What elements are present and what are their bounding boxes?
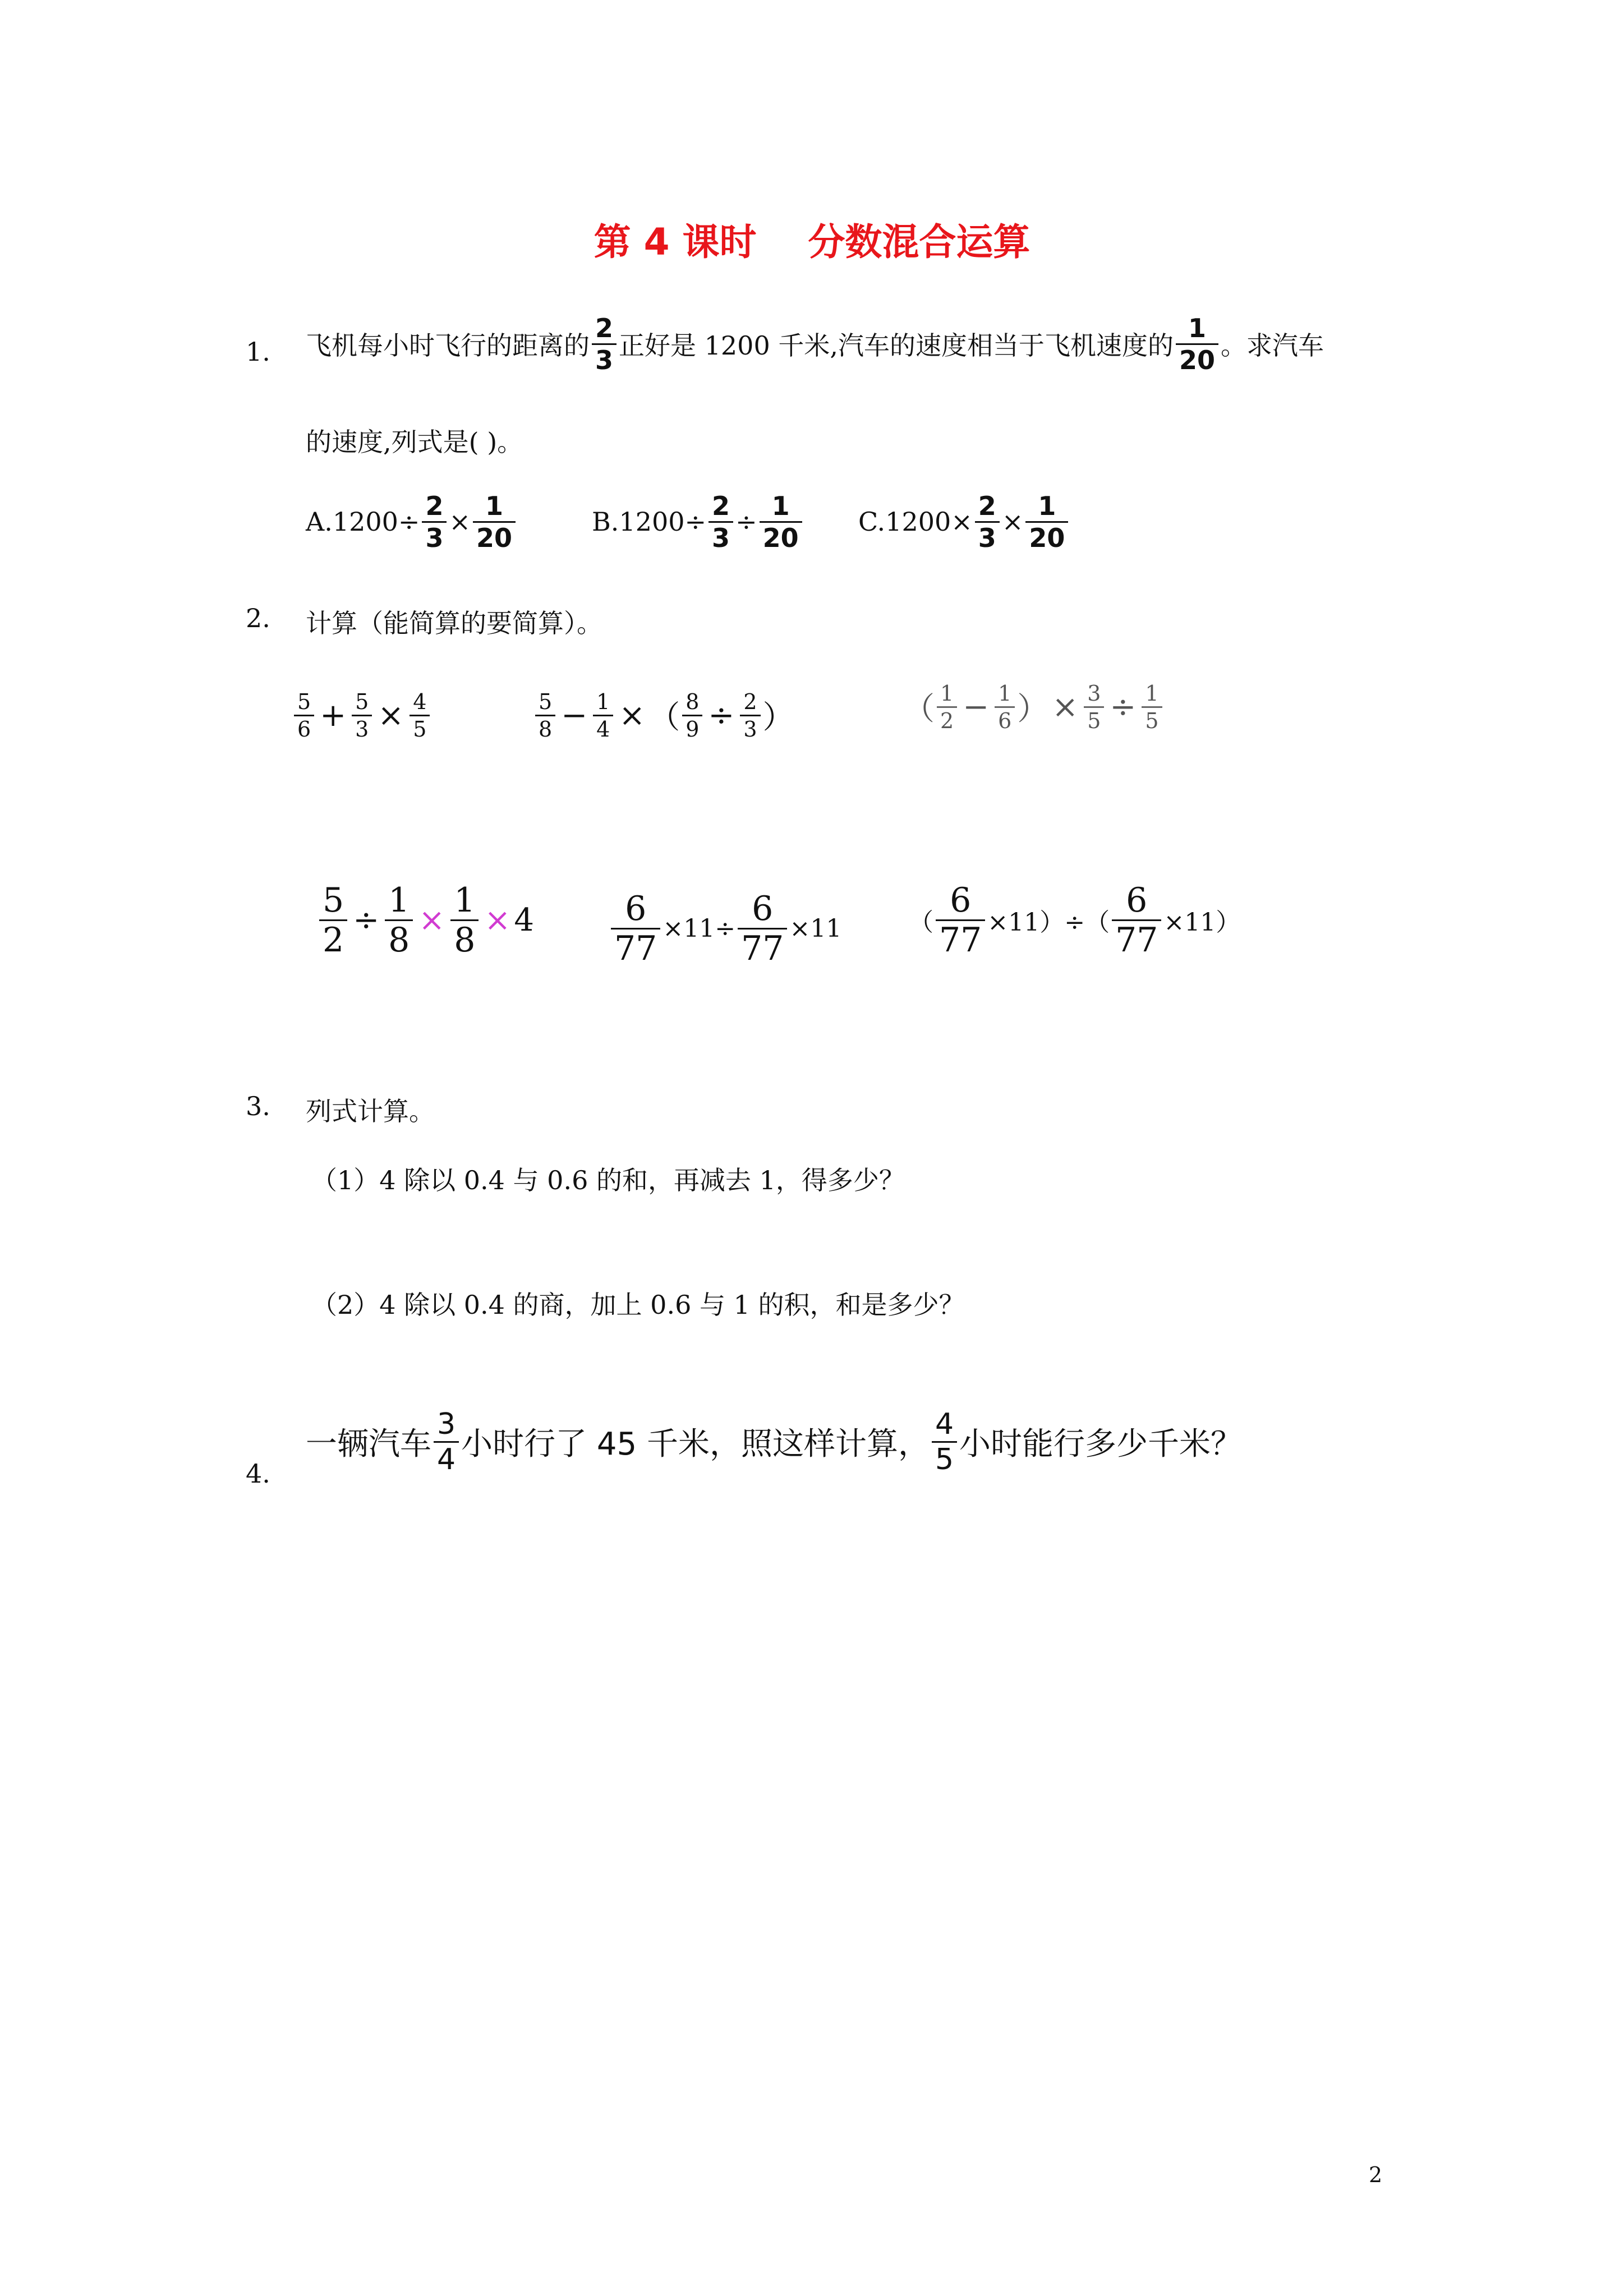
q3-text: 列式计算。 (306, 1096, 435, 1126)
q2-expr-3: （ $\frac{1}{2}$ − $\frac{1}{6}$ ） × $\frac{3}{5}$ ÷ $\frac{1}{5}$ (903, 670, 1165, 743)
q2-number: 2. (246, 603, 270, 633)
q1-fraction-a: $\frac{2}{3}$ (592, 315, 617, 373)
page-number: 2 (1369, 2162, 1383, 2187)
q1-text-a: 飞机每小时飞行的距离的 (306, 330, 590, 361)
q2-expr-2: $\frac{5}{8}$ − $\frac{1}{4}$ × （ $\frac{8}{9}$ ÷ $\frac{2}{3}$ ） (533, 679, 794, 752)
q1-option-b: B.1200÷ $\frac{2}{3}$ ÷ $\frac{1}{20}$ (592, 485, 804, 558)
q2-expr-1: $\frac{5}{6}$ + $\frac{5}{3}$ × $\frac{4}{5}$ (292, 679, 432, 752)
q2-expr-4: $\frac{5}{2}$ ÷ $\frac{1}{8}$ × $\frac{1}{8}$ × 4 (317, 875, 534, 965)
q1-number: 1. (246, 337, 270, 367)
q1-text-b: 正好是 1200 千米,汽车的速度相当于飞机速度的 (619, 330, 1174, 361)
q1-text-c: 。求汽车 (1220, 330, 1324, 361)
q1-option-a: A.1200÷ $\frac{2}{3}$ × $\frac{1}{20}$ (306, 485, 518, 558)
q3-sub-1: （1）4 除以 0.4 与 0.6 的和，再减去 1，得多少？ (311, 1165, 905, 1195)
q3-sub-2: （2）4 除以 0.4 的商，加上 0.6 与 1 的积，和是多少？ (311, 1290, 965, 1320)
q3-number: 3. (246, 1091, 270, 1121)
page-title: 第 4 课时 分数混合运算 (594, 220, 1030, 264)
q2-expr-6: （ $\frac{6}{77}$ ×11）÷（ $\frac{6}{77}$ ×11） (909, 880, 1241, 960)
q4-fraction-a: $\frac{3}{4}$ (434, 1410, 459, 1474)
q1-option-c: C.1200× $\frac{2}{3}$ × $\frac{1}{20}$ (858, 485, 1070, 558)
q4-line: 一辆汽车 $\frac{3}{4}$ 小时行了 45 千米，照这样计算， $\frac{4}{5}$ 小时能行多少千米？ (306, 1407, 1243, 1476)
q1-line1 (306, 307, 1324, 380)
q1-fraction-b: $\frac{1}{20}$ (1176, 315, 1218, 373)
q4-fraction-b: $\frac{4}{5}$ (932, 1410, 957, 1474)
q1-line2: 的速度,列式是( )。 (306, 427, 523, 457)
q2-text: 计算（能简算的要简算）。 (306, 608, 602, 638)
q4-number: 4. (246, 1458, 270, 1489)
q2-expr-5: $\frac{6}{77}$ ×11÷ $\frac{6}{77}$ ×11 (609, 884, 841, 973)
